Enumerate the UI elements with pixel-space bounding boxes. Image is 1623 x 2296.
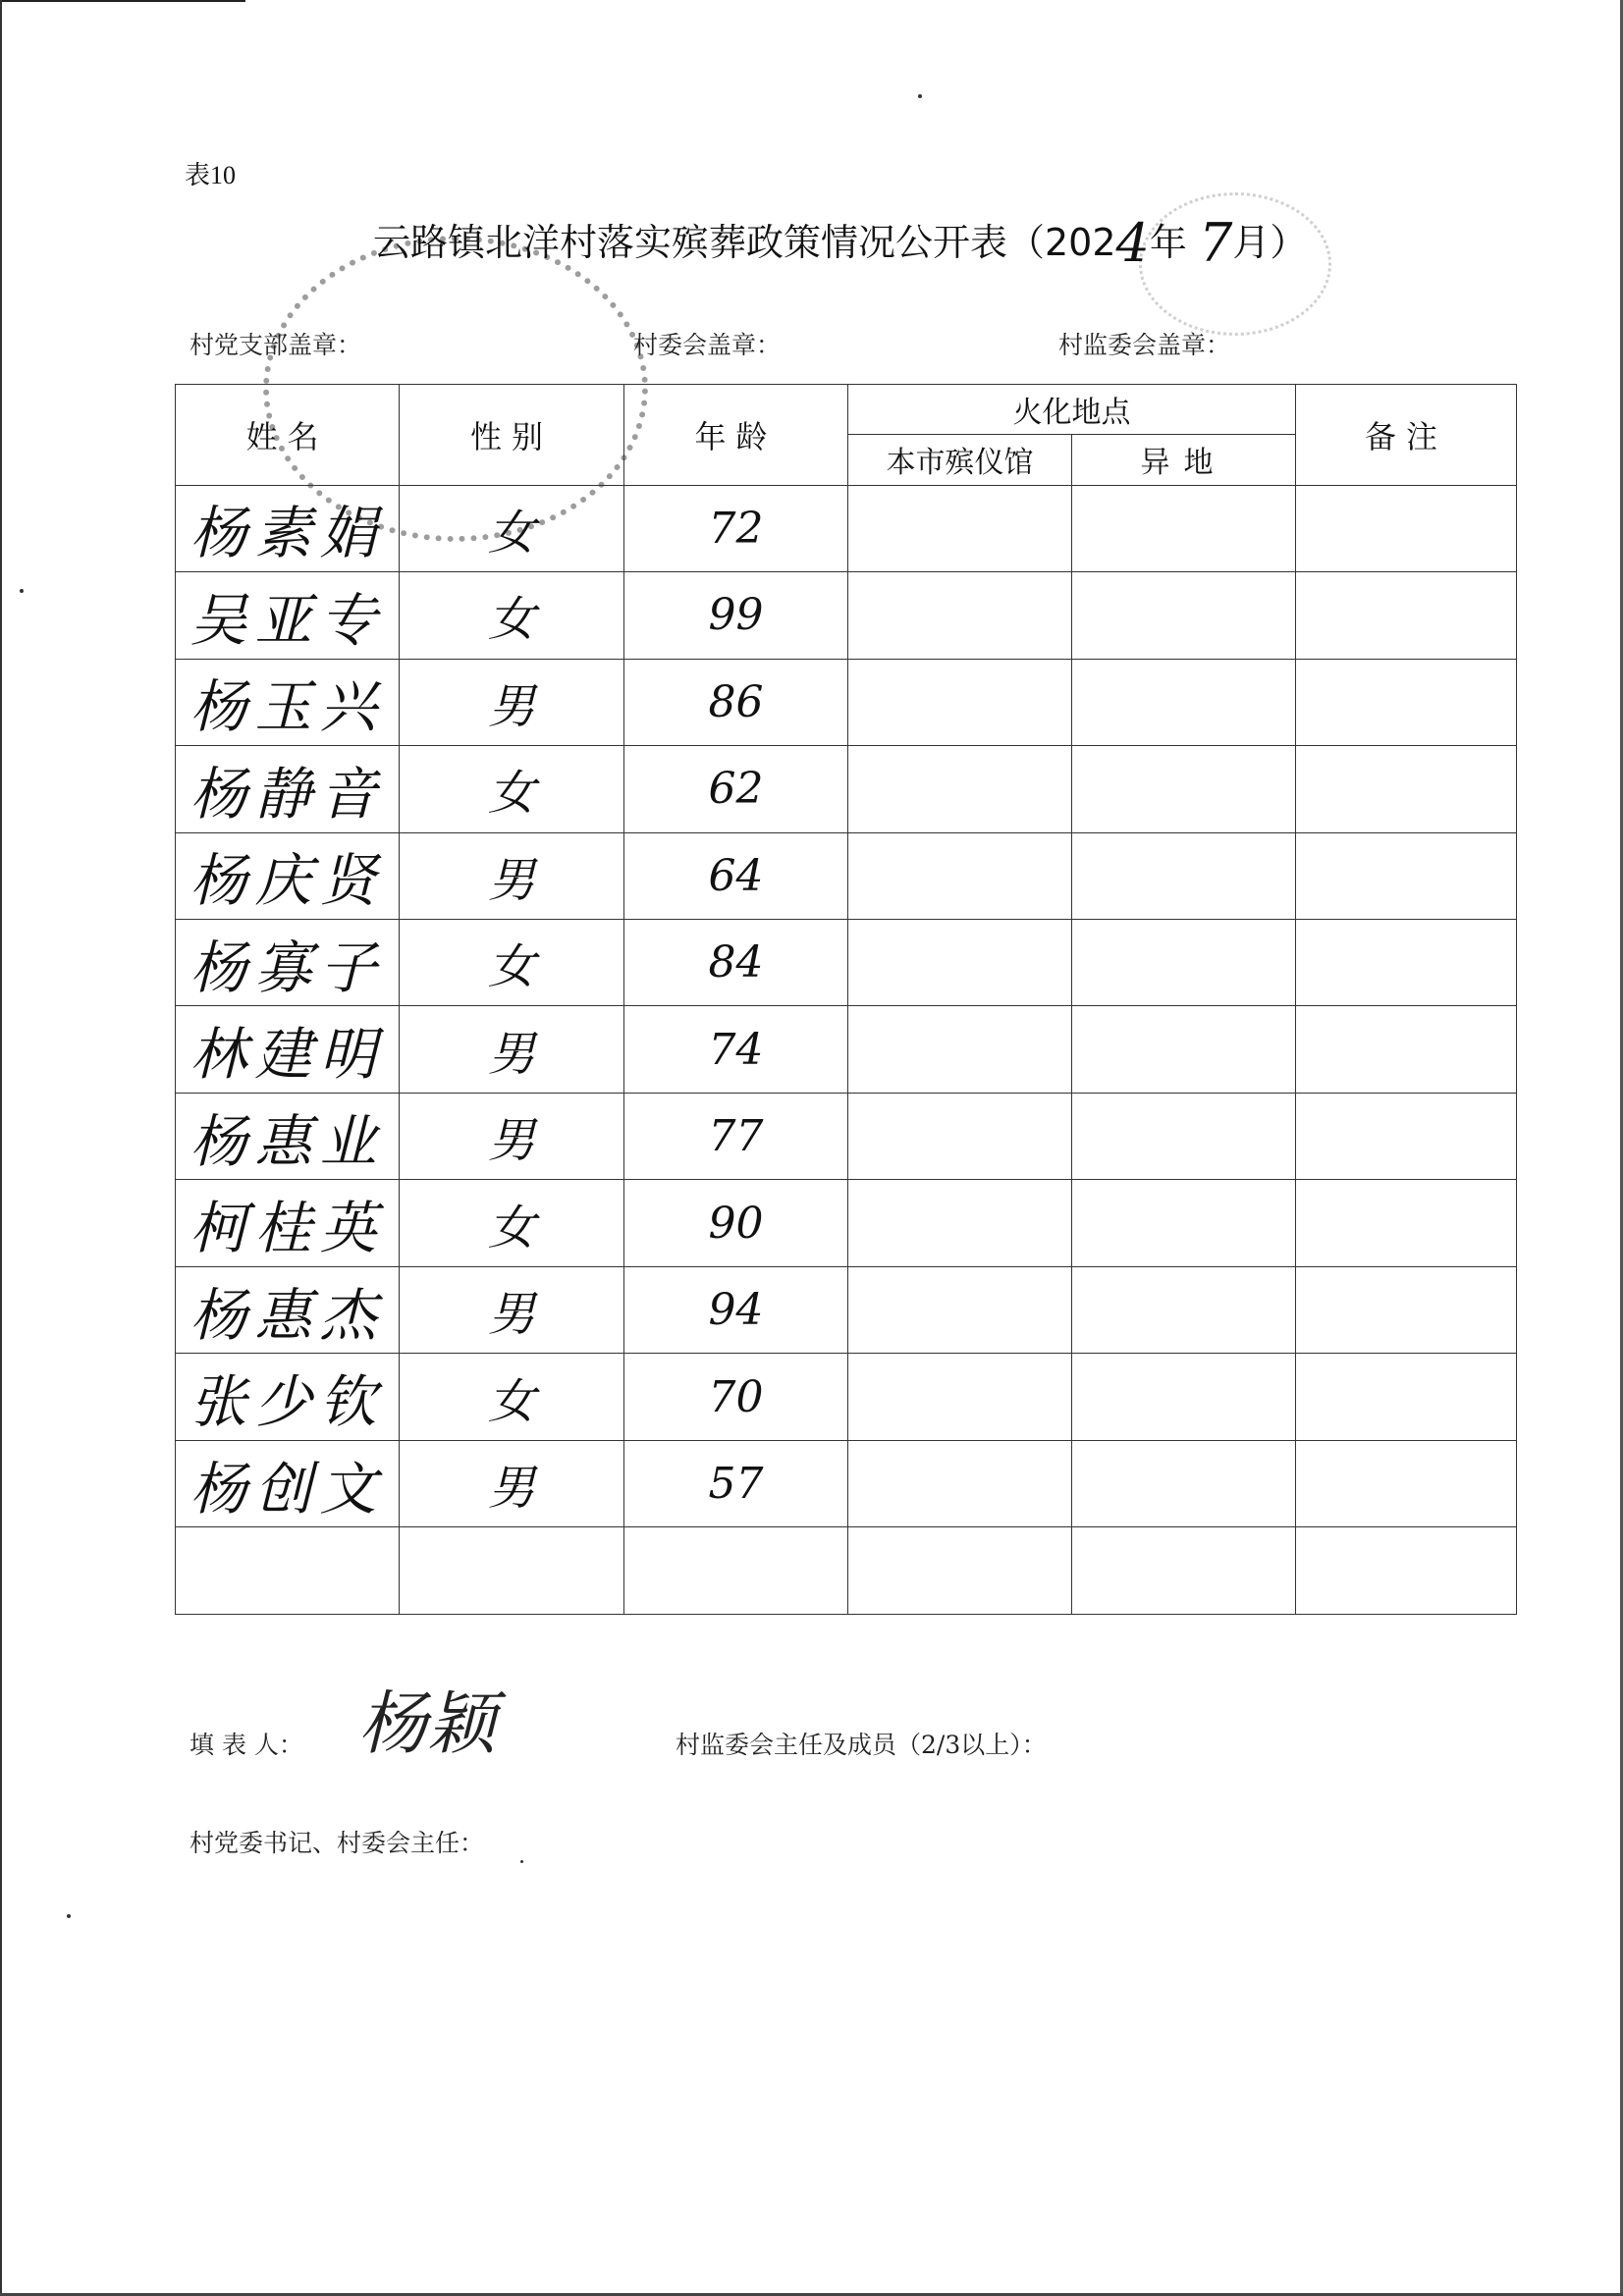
age-cell: 62 — [624, 746, 848, 832]
local-funeral-home-cell — [848, 1440, 1072, 1526]
name-cell: 杨创文 — [176, 1440, 400, 1526]
cremation-disclosure-table — [175, 384, 1517, 1615]
form-number: 表10 — [185, 161, 237, 189]
gender-cell: 女 — [400, 1354, 624, 1440]
handwritten-month: 7 — [1199, 212, 1233, 274]
party-branch-seal-label: 村党支部盖章： — [189, 331, 362, 359]
empty-cell — [176, 1527, 400, 1615]
remarks-cell — [1296, 1006, 1517, 1093]
remarks-cell — [1296, 659, 1517, 745]
local-funeral-home-cell — [848, 1006, 1072, 1093]
gender-cell: 女 — [400, 746, 624, 832]
local-funeral-home-cell — [848, 1180, 1072, 1266]
remarks-cell — [1296, 1266, 1517, 1353]
table-row — [176, 485, 1517, 571]
name-cell: 吴亚专 — [176, 572, 400, 659]
elsewhere-cell — [1072, 1093, 1296, 1179]
elsewhere-cell — [1072, 746, 1296, 832]
age-cell: 86 — [624, 659, 848, 745]
village-committee-seal-label: 村委会盖章： — [633, 331, 782, 359]
remarks-cell — [1296, 1093, 1517, 1179]
name-cell: 林建明 — [176, 1006, 400, 1093]
remarks-cell — [1296, 746, 1517, 832]
elsewhere-cell — [1072, 1354, 1296, 1440]
name-cell: 杨庆贤 — [176, 832, 400, 919]
age-cell: 72 — [624, 485, 848, 571]
supervision-members-label: 村监委会主任及成员（2/3以上）： — [676, 1731, 1047, 1759]
document-title — [373, 212, 1308, 274]
age-cell: 74 — [624, 1006, 848, 1093]
table-row — [176, 659, 1517, 745]
name-cell: 杨玉兴 — [176, 659, 400, 745]
name-cell: 杨素娟 — [176, 485, 400, 571]
supervision-committee-seal-label: 村监委会盖章： — [1058, 331, 1231, 359]
gender-cell: 女 — [400, 1180, 624, 1266]
elsewhere-cell — [1072, 1440, 1296, 1526]
scan-speck — [20, 589, 24, 593]
local-funeral-home-cell — [848, 1093, 1072, 1179]
title-year-suffix: 年 — [1149, 221, 1187, 264]
elsewhere-cell — [1072, 832, 1296, 919]
header-age: 年龄 — [624, 385, 848, 486]
remarks-cell — [1296, 572, 1517, 659]
empty-cell — [848, 1527, 1072, 1615]
gender-cell: 男 — [400, 1006, 624, 1093]
table-row — [176, 1440, 1517, 1526]
elsewhere-cell — [1072, 572, 1296, 659]
table-row — [176, 1006, 1517, 1093]
empty-cell — [1072, 1527, 1296, 1615]
elsewhere-cell — [1072, 659, 1296, 745]
remarks-cell — [1296, 1180, 1517, 1266]
elsewhere-cell — [1072, 1180, 1296, 1266]
table-row — [176, 572, 1517, 659]
gender-cell: 男 — [400, 1093, 624, 1179]
elsewhere-cell — [1072, 919, 1296, 1005]
gender-cell: 女 — [400, 572, 624, 659]
table-row-empty — [176, 1527, 1517, 1615]
local-funeral-home-cell — [848, 572, 1072, 659]
gender-cell: 男 — [400, 1440, 624, 1526]
scan-speck — [918, 94, 922, 98]
title-month-suffix: 月） — [1232, 221, 1308, 264]
scan-speck — [520, 1860, 523, 1863]
empty-cell — [1296, 1527, 1517, 1615]
gender-cell: 女 — [400, 919, 624, 1005]
remarks-cell — [1296, 1354, 1517, 1440]
local-funeral-home-cell — [848, 485, 1072, 571]
remarks-cell — [1296, 1440, 1517, 1526]
header-gender: 性别 — [400, 385, 624, 486]
table-row — [176, 919, 1517, 1005]
elsewhere-cell — [1072, 1006, 1296, 1093]
empty-cell — [400, 1527, 624, 1615]
table-header-row — [176, 385, 1517, 435]
gender-cell: 女 — [400, 485, 624, 571]
local-funeral-home-cell — [848, 1266, 1072, 1353]
age-cell: 70 — [624, 1354, 848, 1440]
name-cell: 杨惠业 — [176, 1093, 400, 1179]
name-cell: 柯桂英 — [176, 1180, 400, 1266]
header-name: 姓名 — [176, 385, 400, 486]
table-row — [176, 746, 1517, 832]
age-cell: 90 — [624, 1180, 848, 1266]
age-cell: 57 — [624, 1440, 848, 1526]
elsewhere-cell — [1072, 1266, 1296, 1353]
local-funeral-home-cell — [848, 1354, 1072, 1440]
age-cell: 77 — [624, 1093, 848, 1179]
handwritten-year-digit: 4 — [1115, 212, 1150, 274]
header-local-funeral-home: 本市殡仪馆 — [848, 435, 1072, 485]
local-funeral-home-cell — [848, 659, 1072, 745]
filler-handwritten-signature: 杨颖 — [358, 1683, 496, 1764]
age-cell: 84 — [624, 919, 848, 1005]
scan-edge-left — [0, 0, 2, 2296]
table-row — [176, 1180, 1517, 1266]
gender-cell: 男 — [400, 659, 624, 745]
name-cell: 张少钦 — [176, 1354, 400, 1440]
age-cell: 94 — [624, 1266, 848, 1353]
table-row — [176, 1093, 1517, 1179]
remarks-cell — [1296, 919, 1517, 1005]
title-prefix: 云路镇北洋村落实殡葬政策情况公开表（202 — [373, 221, 1116, 264]
age-cell: 64 — [624, 832, 848, 919]
header-remarks: 备注 — [1296, 385, 1517, 486]
name-cell: 杨惠杰 — [176, 1266, 400, 1353]
local-funeral-home-cell — [848, 919, 1072, 1005]
table-row — [176, 1266, 1517, 1353]
age-cell: 99 — [624, 572, 848, 659]
table-row — [176, 832, 1517, 919]
header-elsewhere: 异地 — [1072, 435, 1296, 485]
header-cremation-place: 火化地点 — [848, 385, 1296, 435]
gender-cell: 男 — [400, 832, 624, 919]
elsewhere-cell — [1072, 485, 1296, 571]
secretary-director-label: 村党委书记、村委会主任： — [189, 1829, 485, 1857]
empty-cell — [624, 1527, 848, 1615]
scan-speck — [67, 1914, 71, 1918]
gender-cell: 男 — [400, 1266, 624, 1353]
remarks-cell — [1296, 485, 1517, 571]
filler-label: 填 表 人： — [189, 1731, 303, 1759]
name-cell: 杨静音 — [176, 746, 400, 832]
local-funeral-home-cell — [848, 746, 1072, 832]
scan-edge-top — [0, 0, 245, 2]
table-body — [176, 485, 1517, 1614]
remarks-cell — [1296, 832, 1517, 919]
local-funeral-home-cell — [848, 832, 1072, 919]
table-row — [176, 1354, 1517, 1440]
name-cell: 杨寡子 — [176, 919, 400, 1005]
